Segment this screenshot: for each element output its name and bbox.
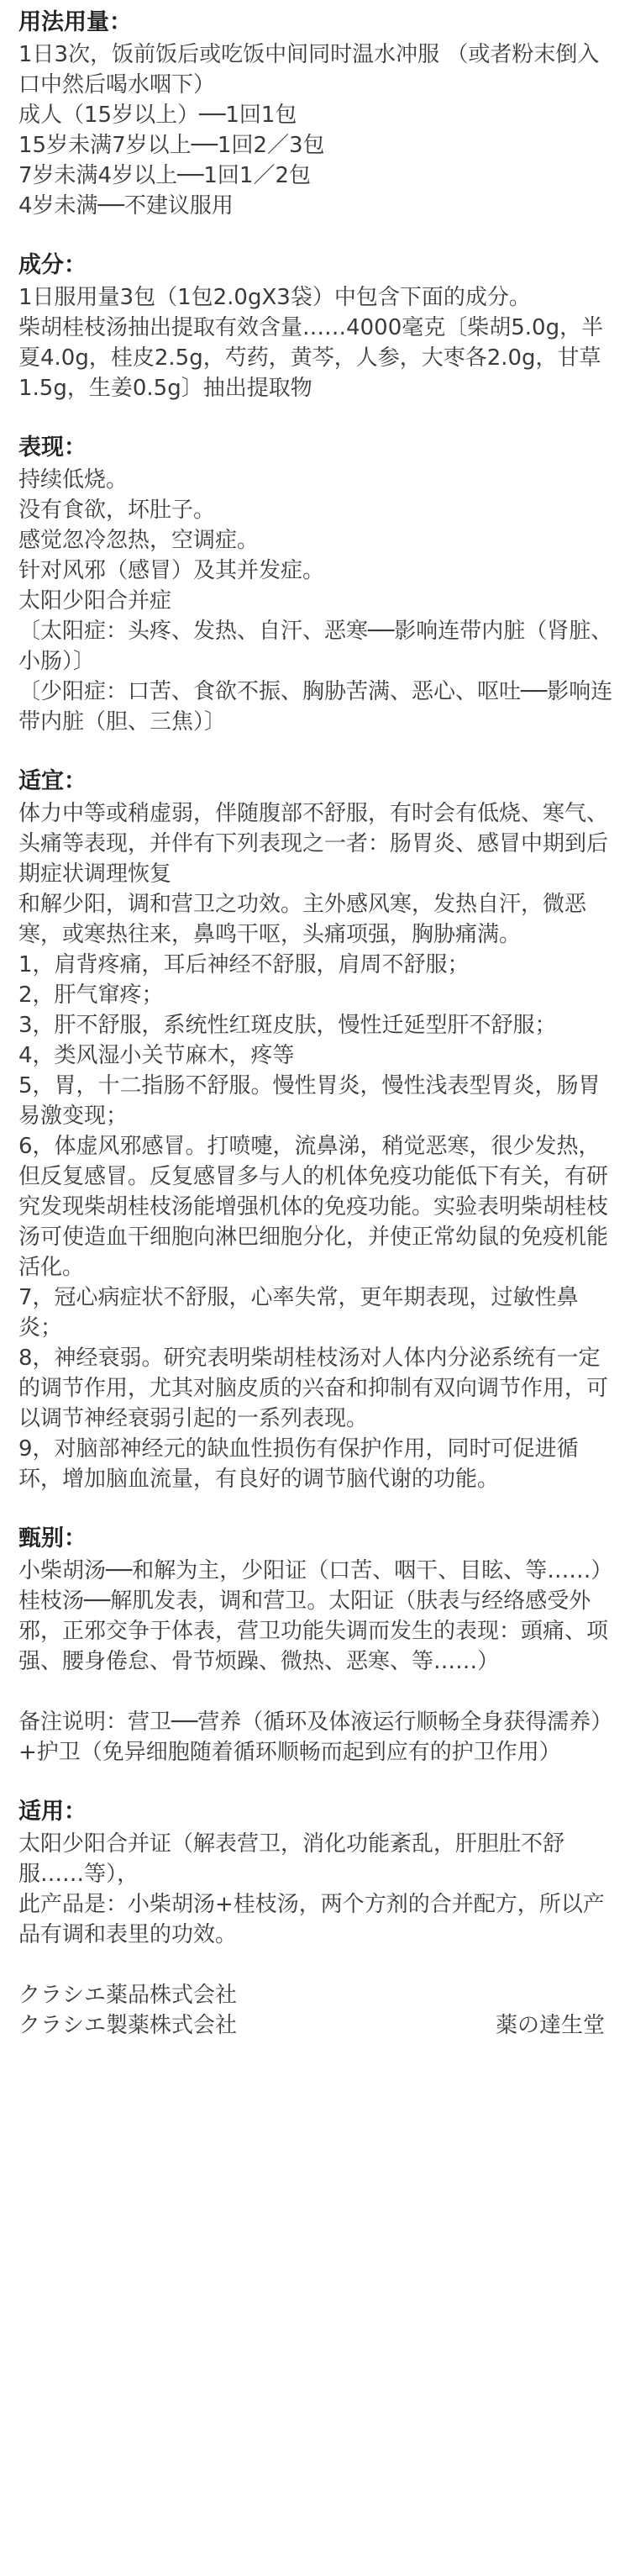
indications-line: 7，冠心病症状不舒服，心率失常，更年期表现，过敏性鼻炎； (18, 1285, 579, 1341)
usage-section (18, 8, 613, 221)
remark-line: 备注说明：营卫──营养（循环及体液运行顺畅全身获得濡养）+护卫（免异细胞随着循环顺畅而起到应有的护卫作用） (18, 1709, 613, 1765)
indications-section (18, 767, 613, 1494)
suitable-section (18, 1798, 613, 1950)
distinction-section (18, 1525, 613, 1677)
suitable-line: 太阳少阳合并证（解表营卫，消化功能紊乱，肝胆肚不舒服‥‥‥等）， (18, 1831, 565, 1887)
symptoms-heading: 表现： (18, 435, 87, 461)
ingredients-line: 柴胡桂枝汤抽出提取有效含量‥‥‥4000毫克〔柴胡5.0g，半夏4.0g，桂皮2.5g，芍药，黄芩，人参，大枣各2.0g，甘草1.5g，生姜0.5g〕抽出提取物 (18, 315, 604, 401)
indications-line: 体力中等或稍虚弱，伴随腹部不舒服，有时会有低烧、寒气、头痛等表现，并伴有下列表现之一者：肠胃炎、感冒中期到后期症状调理恢复 (18, 801, 609, 887)
ingredients-line: 1日服用量3包（1包2.0gX3袋）中包含下面的成分。 (18, 285, 531, 310)
symptoms-line: 〔太阳症：头疼、发热、自汗、恶寒──影响连带内脏（肾脏、小肠）〕 (18, 619, 613, 674)
usage-line: 7岁未满4岁以上──1回1／2包 (18, 163, 312, 188)
symptoms-line: 〔少阳症：口苦、食欲不振、胸胁苦满、恶心、呕吐──影响连带内脏（胆、三焦）〕 (18, 679, 613, 735)
usage-line: 15岁未满7岁以上──1回2／3包 (18, 133, 325, 158)
indications-heading: 适宜： (18, 768, 87, 794)
distinction-line: 小柴胡汤──和解为主，少阳证（口苦、咽干、目眩、等‥‥‥） (18, 1558, 613, 1583)
indications-line: 和解少阳，调和营卫之功效。主外感风寒，发热自汗，微恶寒，或寒热往来，鼻鸣干呕，头痛项强，胸胁痛满。 (18, 892, 587, 947)
indications-line: 6，体虚风邪感冒。打喷嚏，流鼻涕，稍觉恶寒，很少发热，但反复感冒。反复感冒多与人的机体免疫功能低下有关，有研究发现柴胡桂枝汤能增强机体的免疫功能。实验表明柴胡桂枝汤可使造血干细胞向淋巴细胞分化，并使正常幼鼠的免疫机能活化。 (18, 1134, 609, 1280)
usage-line: 成人（15岁以上）──1回1包 (18, 103, 297, 128)
distinction-line: 桂枝汤──解肌发表，调和营卫。太阳证（肤表与经络感受外邪，正邪交争于体表，营卫功能失调而发生的表现：頭痛、项强、腰身倦怠、骨节烦躁、微热、恶寒、等‥‥‥） (18, 1588, 609, 1674)
indications-line: 3，肝不舒服，系统性红斑皮肤，慢性迁延型肝不舒服； (18, 1013, 557, 1038)
usage-heading: 用法用量： (18, 9, 132, 35)
symptoms-section (18, 434, 613, 737)
remark-section (18, 1707, 613, 1767)
suitable-heading: 适用： (18, 1799, 87, 1825)
indications-line: 8，神经衰弱。研究表明柴胡桂枝汤对人体内分泌系统有一定的调节作用，尤其对脑皮质的兴奋和抑制有双向调节作用，可以调节神经衰弱引起的一系列表现。 (18, 1346, 609, 1431)
usage-line: 1日3次，饭前饭后或吃饭中间同时温水冲服 （或者粉末倒入口中然后喝水咽下） (18, 42, 600, 97)
suitable-line: 此产品是：小柴胡汤+桂枝汤，两个方剂的合并配方，所以产品有调和表里的功效。 (18, 1892, 605, 1947)
symptoms-line: 太阳少阳合并症 (18, 588, 172, 614)
indications-line: 1，肩背疼痛，耳后神经不舒服，肩周不舒服； (18, 952, 470, 977)
indications-line: 5，胃，十二指肠不舒服。慢性胃炎，慢性浅表型胃炎，肠胃易激变现； (18, 1073, 601, 1129)
ingredients-section (18, 251, 613, 403)
symptoms-line: 持续低烧。 (18, 467, 129, 493)
distinction-heading: 甄别： (18, 1525, 87, 1551)
indications-line: 9，对脑部神经元的缺血性损伤有保护作用，同时可促进循环，增加脑血流量，有良好的调节脑代谢的功能。 (18, 1436, 579, 1492)
usage-line: 4岁未满──不建议服用 (18, 193, 234, 219)
indications-line: 4，类风湿小关节麻木，疼等 (18, 1043, 295, 1068)
symptoms-line: 针对风邪（感冒）及其并发症。 (18, 558, 325, 583)
footer (18, 1980, 613, 2041)
company-name: クラシエ薬品株式会社 (18, 1983, 238, 2008)
indications-line: 2，肝气窜疼； (18, 982, 164, 1008)
ingredients-heading: 成分： (18, 252, 87, 278)
store-brand: 薬の達生堂 (495, 2013, 605, 2038)
symptoms-line: 没有食欲，坏肚子。 (18, 498, 216, 523)
company-name: クラシエ製薬株式会社 (18, 2013, 238, 2038)
symptoms-line: 感觉忽冷忽热，空调症。 (18, 528, 260, 553)
